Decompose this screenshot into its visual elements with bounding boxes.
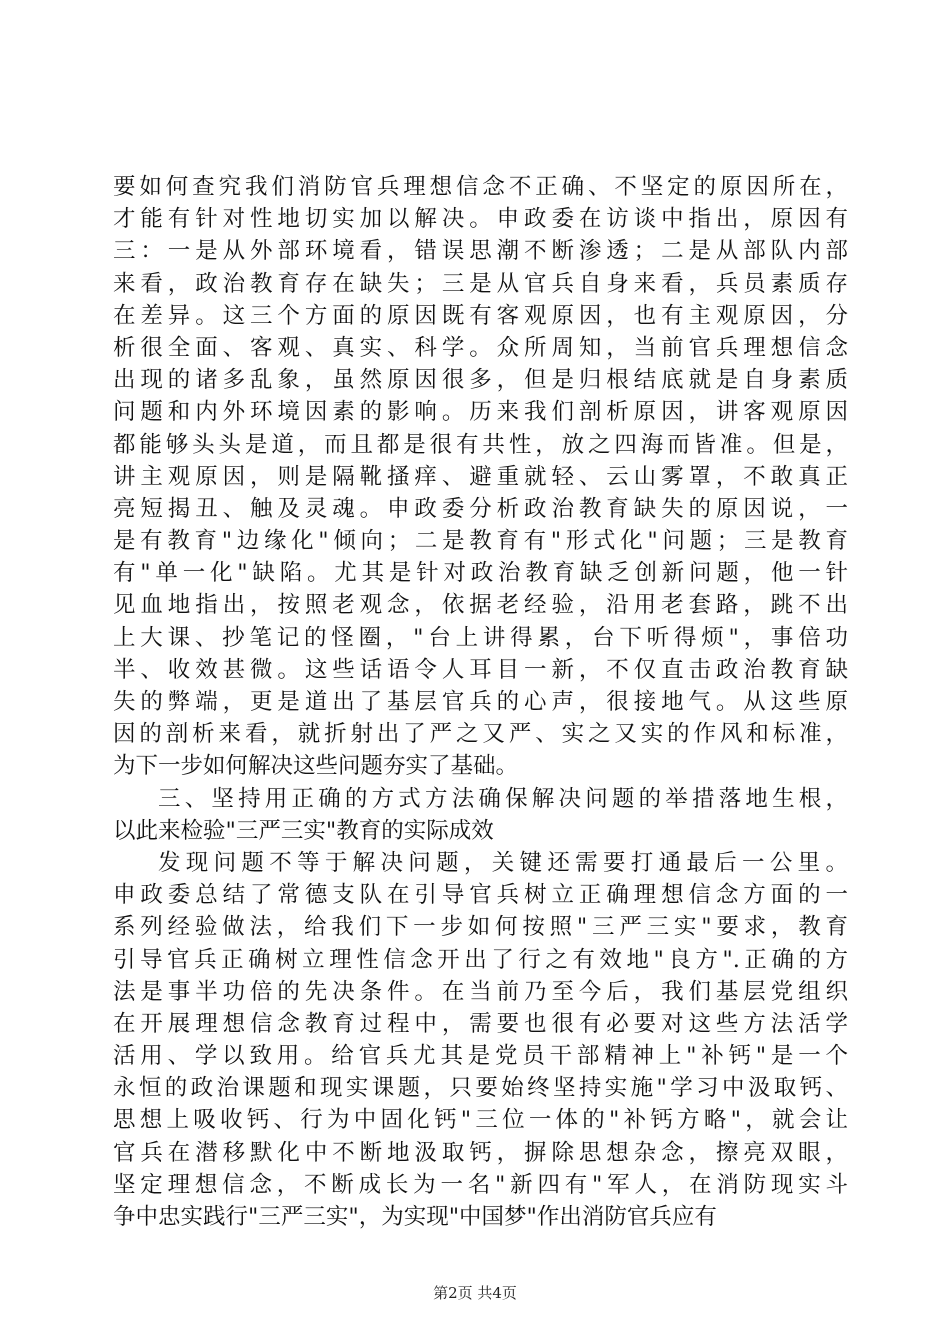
text-line: 讲主观原因，则是隔靴搔痒、避重就轻、云山雾罩，不敢真正: [113, 463, 848, 490]
text-line: 都能够头头是道，而且都是很有共性，放之四海而皆准。但是，: [113, 431, 848, 458]
text-line: 问题和内外环境因素的影响。历来我们剖析原因，讲客观原因: [113, 399, 848, 426]
text-line: 析很全面、客观、真实、科学。众所周知，当前官兵理想信念: [113, 334, 848, 361]
text-line: 以此来检验"三严三实"教育的实际成效: [113, 817, 494, 844]
text-line: 因的剖析来看，就折射出了严之又严、实之又实的作风和标准，: [113, 721, 848, 748]
text-line: 争中忠实践行"三严三实"，为实现"中国梦"作出消防官兵应有: [113, 1204, 717, 1230]
text-line: 在开展理想信念教育过程中，需要也很有必要对这些方法活学: [113, 1010, 848, 1037]
text-line: 出现的诸多乱象，虽然原因很多，但是归根结底就是自身素质: [113, 367, 848, 394]
text-line: 引导官兵正确树立理性信念开出了行之有效地"良方".正确的方: [113, 946, 848, 973]
text-line: 来看，政治教育存在缺失；三是从官兵自身来看，兵员素质存: [113, 270, 848, 297]
text-line: 在差异。这三个方面的原因既有客观原因，也有主观原因，分: [113, 302, 848, 329]
body-text: [113, 171, 848, 1233]
text-line: 思想上吸收钙、行为中固化钙"三位一体的"补钙方略"，就会让: [113, 1107, 848, 1134]
paragraph: [113, 847, 848, 1233]
text-line: 亮短揭丑、触及灵魂。申政委分析政治教育缺失的原因说，一: [113, 495, 848, 522]
text-line: 申政委总结了常德支队在引导官兵树立正确理想信念方面的一: [113, 882, 848, 909]
text-line: 半、收效甚微。这些话语令人耳目一新，不仅直击政治教育缺: [113, 656, 848, 683]
text-line: 是有教育"边缘化"倾向；二是教育有"形式化"问题；三是教育: [113, 528, 848, 555]
page-footer: [0, 1282, 950, 1303]
text-line: 上大课、抄笔记的怪圈，"台上讲得累，台下听得烦"，事倍功: [113, 624, 848, 651]
text-line: 坚定理想信念，不断成长为一名"新四有"军人，在消防现实斗: [113, 1171, 848, 1198]
text-line: 官兵在潜移默化中不断地汲取钙，摒除思想杂念，擦亮双眼，: [113, 1139, 848, 1166]
text-line: 见血地指出，按照老观念，依据老经验，沿用老套路，跳不出: [113, 592, 848, 619]
text-line: 要如何查究我们消防官兵理想信念不正确、不坚定的原因所在，: [113, 174, 848, 200]
paragraph: [113, 783, 848, 847]
text-line: 三：一是从外部环境看，错误思潮不断渗透；二是从部队内部: [113, 238, 848, 265]
text-line: 才能有针对性地切实加以解决。申政委在访谈中指出，原因有: [113, 206, 848, 233]
paragraph: [113, 171, 848, 783]
text-line: 永恒的政治课题和现实课题，只要始终坚持实施"学习中汲取钙、: [113, 1075, 848, 1102]
text-line: 失的弊端，更是道出了基层官兵的心声，很接地气。从这些原: [113, 689, 848, 715]
text-line: 系列经验做法，给我们下一步如何按照"三严三实"要求，教育: [113, 914, 848, 941]
text-line: 三、坚持用正确的方式方法确保解决问题的举措落地生根，: [158, 785, 848, 812]
page-number: 第2页 共4页: [433, 1284, 517, 1302]
text-line: 为下一步如何解决这些问题夯实了基础。: [113, 753, 519, 780]
text-line: 活用、学以致用。给官兵尤其是党员干部精神上"补钙"是一个: [113, 1043, 848, 1070]
text-line: 发现问题不等于解决问题，关键还需要打通最后一公里。: [158, 849, 848, 876]
text-line: 法是事半功倍的先决条件。在当前乃至今后，我们基层党组织: [113, 978, 848, 1005]
text-line: 有"单一化"缺陷。尤其是针对政治教育缺乏创新问题，他一针: [113, 560, 848, 587]
